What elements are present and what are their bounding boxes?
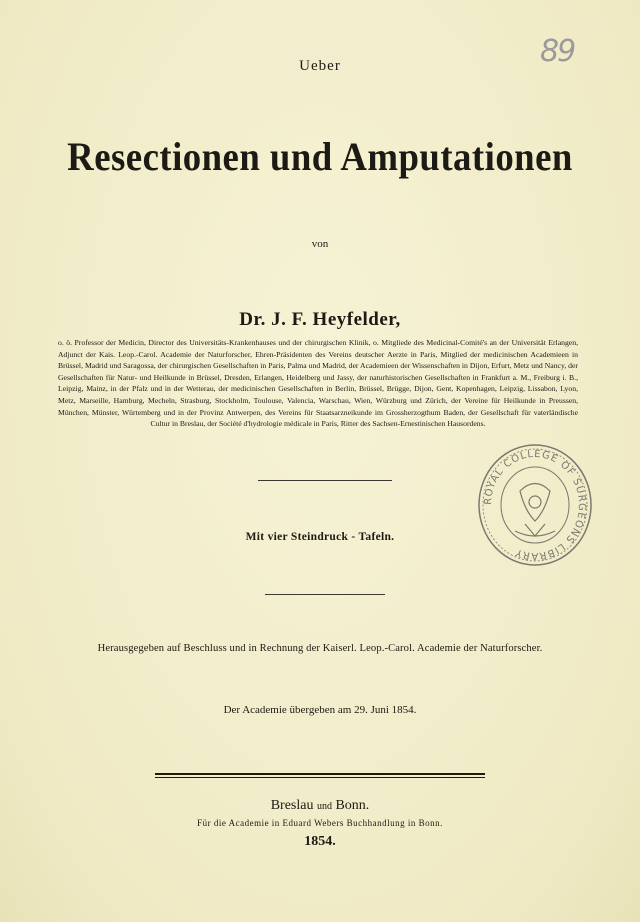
place-city-breslau: Breslau (270, 798, 314, 813)
von-line: von (311, 238, 329, 250)
book-title: Resectionen und Amputationen (67, 134, 573, 179)
divider-rule-middle (265, 594, 385, 595)
imprint-line: Für die Academie in Eduard Webers Buchhandlung in Bonn. (197, 818, 443, 828)
place-city-bonn: Bonn. (335, 798, 370, 813)
ueber-line: Ueber (299, 58, 341, 74)
plates-note: Mit vier Steindruck - Tafeln. (245, 531, 395, 543)
double-rule-thin (155, 777, 485, 778)
academy-note: Der Academie übergeben am 29. Juni 1854. (223, 704, 417, 716)
seal-text: ROYAL COLLEGE OF SURGEONS LIBRARY (482, 448, 588, 562)
handwritten-page-number: 89 (540, 34, 575, 69)
publisher-note: Herausgegeben auf Beschluss und in Rechnung der Kaiserl. Leop.-Carol. Academie der Naturforscher. (97, 643, 543, 654)
double-rule-thick (155, 773, 485, 775)
publication-year: 1854. (304, 834, 336, 849)
author-name: Dr. J. F. Heyfelder, (239, 309, 401, 330)
svg-text:ROYAL COLLEGE OF SURGEONS LIBR (483, 449, 587, 561)
author-affiliations: o. ö. Professor der Medicin, Director des Universitäts-Krankenhauses und der chirurgischen Klinik, o. Mitgliede des Medicinal-Comité's an der Universität Erlangen, Adjunct der Kais. Leop.-Carol. Academie der Naturforscher, Ehren-Präsidenten des Vereins deutscher Aerzte in Paris, Mitglied der medicinischen Academieen in Brüssel, Madrid und Saragossa, der chirurgischen Gesellschaften in Paris, Palma und Madrid, der Academieen der Wissenschaften in Dijon, Erfurt, Metz und Nancy, der Gesellschaften für Natur- und Heilkunde in Brüssel, Dresden, Erlangen, Heidelberg und Jassy, der naturhistorischen Gesellschaften in Frankfurt a. M., Freiburg i. B., Leipzig, Mainz, in der Pfalz und in der Wetterau, der medicinischen Gesellschaften in Berlin, Brüssel, Brügge, Dijon, Gent, Kopenhagen, Leipzig, Lissabon, Lyon, Metz, Marseille, Hamburg, Mecheln, Strasburg, Stockholm, Toulouse, Valencia, Warschau, Wien, Würzburg und Zürich, der Vereine für Heilkunde in Preussen, München, Münster, Würtemberg und in der Provinz Antwerpen, des Vereins für Staatsarzneikunde im Grossherzogthum Baden, der Gesellschaft für vaterländische Cultur in Breslau, der Société d'hydrologie médicale in Paris, Ritter des Sachsen-Ernestinischen Hausordens. (58, 338, 578, 429)
library-stamp-seal (475, 436, 595, 574)
publication-place (0, 798, 640, 814)
divider-rule-top (258, 480, 392, 481)
place-und: und (316, 801, 332, 812)
